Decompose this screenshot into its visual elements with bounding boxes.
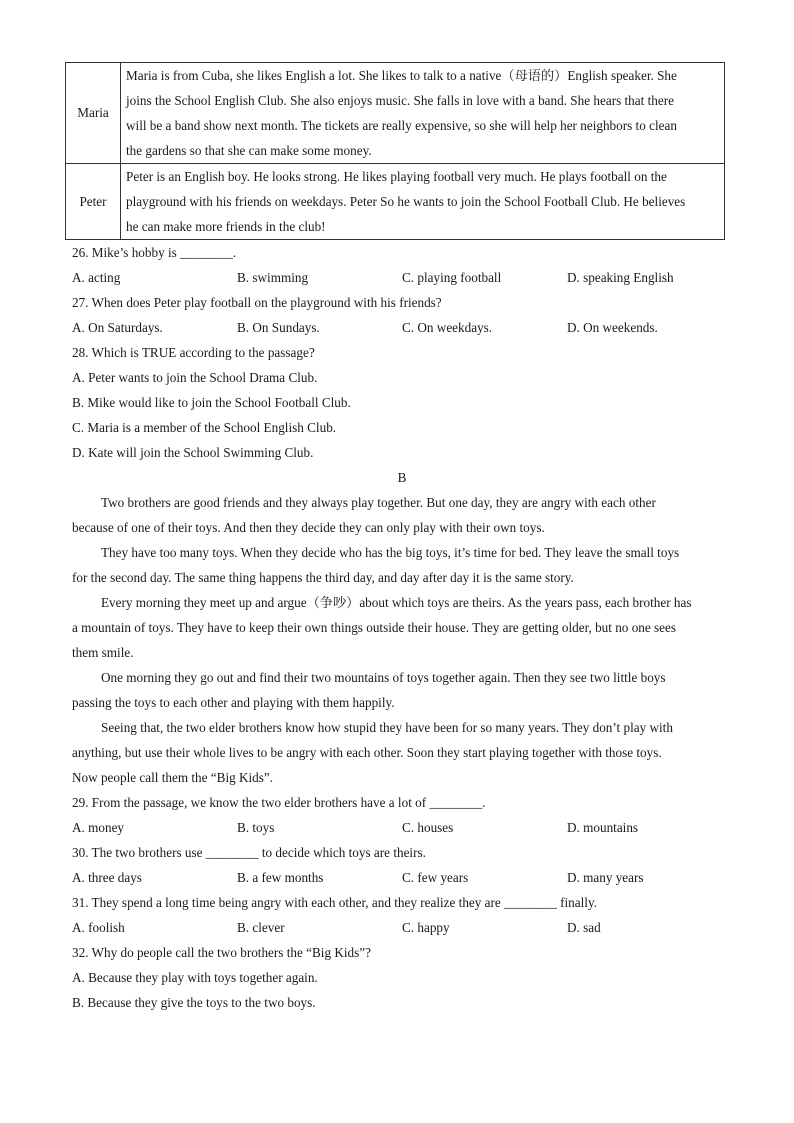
option: D. On weekends. <box>567 320 658 335</box>
option: B. swimming <box>237 270 309 285</box>
section-heading: B <box>397 470 407 485</box>
description-cell <box>121 63 725 164</box>
passage-line: a mountain of toys. They have to keep their own things outside their house. They are getting older, but no one sees <box>72 620 677 635</box>
option: C. Maria is a member of the School English Club. <box>72 420 337 435</box>
text-line: will be a band show next month. The tickets are really expensive, so she will help her neighbors to clean <box>126 118 677 133</box>
passage-line: Two brothers are good friends and they always play together. But one day, they are angry with each other <box>101 495 656 510</box>
club-info-table <box>65 62 725 240</box>
passage-line: They have too many toys. When they decide who has the big toys, it’s time for bed. They leave the small toys <box>101 545 680 560</box>
passage-line: Every morning they meet up and argue（争吵）about which toys are theirs. As the years pass, each brother has <box>101 595 692 610</box>
question-stem: 32. Why do people call the two brothers the “Big Kids”? <box>72 945 371 960</box>
passage-line: anything, but use their whole lives to be angry with each other. Soon they start playing together with those toys. <box>72 745 662 760</box>
option: B. Mike would like to join the School Football Club. <box>72 395 351 410</box>
passage-line: for the second day. The same thing happens the third day, and day after day it is the same story. <box>72 570 574 585</box>
table-row <box>66 164 725 240</box>
option: D. many years <box>567 870 644 885</box>
option: D. speaking English <box>567 270 674 285</box>
option: D. mountains <box>567 820 639 835</box>
option: B. clever <box>237 920 285 935</box>
option: C. happy <box>402 920 450 935</box>
exam-page <box>72 62 732 1015</box>
option: A. three days <box>72 870 142 885</box>
options-row <box>72 265 732 290</box>
option: A. acting <box>72 270 121 285</box>
text-line: Maria is from Cuba, she likes English a lot. She likes to talk to a native（母语的）English speaker. She <box>126 68 677 83</box>
text-line: joins the School English Club. She also enjoys music. She falls in love with a band. She hears that there <box>126 93 674 108</box>
options-row <box>72 865 732 890</box>
option: A. foolish <box>72 920 125 935</box>
option: C. houses <box>402 820 454 835</box>
option: A. On Saturdays. <box>72 320 163 335</box>
option: B. toys <box>237 820 275 835</box>
text-line: he can make more friends in the club! <box>126 219 326 234</box>
options-row <box>72 915 732 940</box>
option: D. Kate will join the School Swimming Club. <box>72 445 314 460</box>
passage-line: them smile. <box>72 645 134 660</box>
option: C. On weekdays. <box>402 320 493 335</box>
option: C. playing football <box>402 270 502 285</box>
options-row <box>72 815 732 840</box>
passage-line: One morning they go out and find their two mountains of toys together again. Then they see two little boys <box>101 670 666 685</box>
text-line: playground with his friends on weekdays. Peter So he wants to join the School Football Club. He believes <box>126 194 686 209</box>
passage-line: because of one of their toys. And then they decide they can only play with their own toys. <box>72 520 545 535</box>
options-row <box>72 315 732 340</box>
option: B. a few months <box>237 870 324 885</box>
name-cell: Maria <box>66 63 121 164</box>
text-line: Peter is an English boy. He looks strong. He likes playing football very much. He plays football on the <box>126 169 667 184</box>
question-stem: 29. From the passage, we know the two elder brothers have a lot of ________. <box>72 795 486 810</box>
name-cell: Peter <box>66 164 121 240</box>
passage-line: Now people call them the “Big Kids”. <box>72 770 274 785</box>
question-stem: 26. Mike’s hobby is ________. <box>72 245 237 260</box>
option: A. Peter wants to join the School Drama Club. <box>72 370 318 385</box>
question-stem: 30. The two brothers use ________ to decide which toys are theirs. <box>72 845 426 860</box>
option: B. On Sundays. <box>237 320 320 335</box>
table-row <box>66 63 725 164</box>
question-stem: 31. They spend a long time being angry with each other, and they realize they are ________ finally. <box>72 895 597 910</box>
text-line: the gardens so that she can make some money. <box>126 143 372 158</box>
passage-line: Seeing that, the two elder brothers know how stupid they have been for so many years. They don’t play with <box>101 720 673 735</box>
description-cell <box>121 164 725 240</box>
question-stem: 28. Which is TRUE according to the passage? <box>72 345 315 360</box>
option: A. money <box>72 820 125 835</box>
option: D. sad <box>567 920 601 935</box>
option: C. few years <box>402 870 469 885</box>
question-stem: 27. When does Peter play football on the playground with his friends? <box>72 295 442 310</box>
option: B. Because they give the toys to the two boys. <box>72 995 316 1010</box>
passage-line: passing the toys to each other and playing with them happily. <box>72 695 395 710</box>
option: A. Because they play with toys together again. <box>72 970 318 985</box>
